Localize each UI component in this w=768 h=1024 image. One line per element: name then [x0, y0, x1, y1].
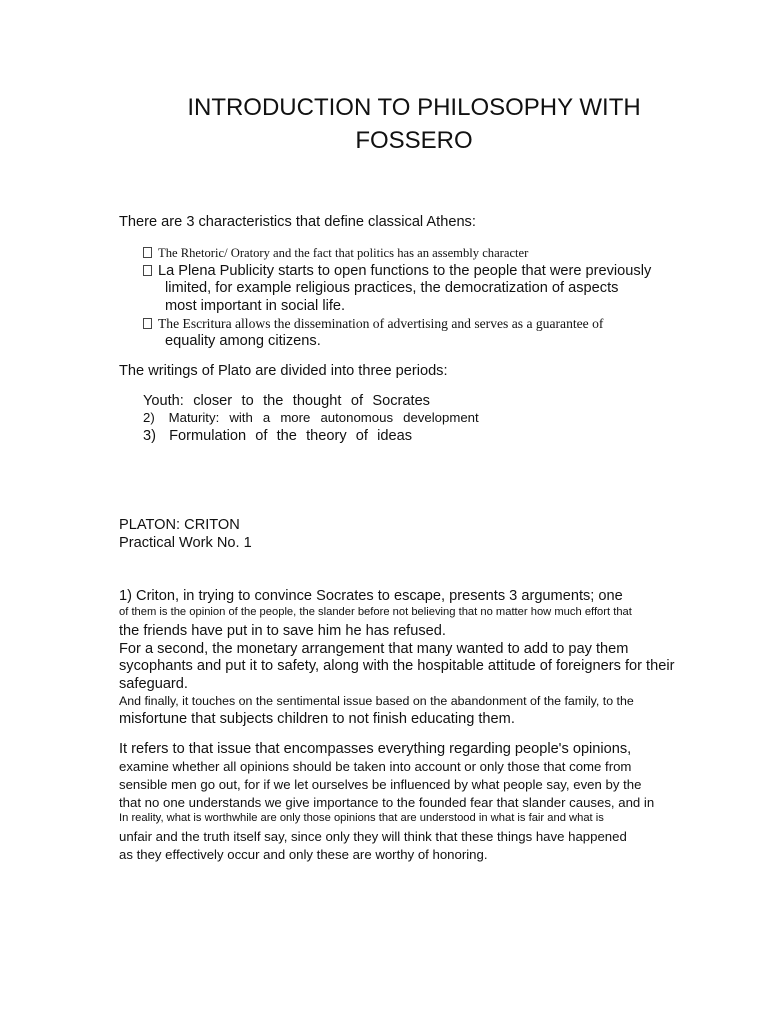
criton-heading: PLATON: CRITON — [119, 517, 240, 533]
answer2-line: that no one understands we give importance to the founded fear that slander causes, and in — [119, 795, 655, 810]
answer1-line: sycophants and put it to safety, along with the hospitable attitude of foreigners for their — [119, 658, 675, 674]
answer1-line: For a second, the monetary arrangement that many wanted to add to pay them — [119, 641, 629, 657]
athens-item-2-cont: most important in social life. — [165, 298, 346, 314]
athens-item-3-cont: equality among citizens. — [165, 333, 321, 349]
answer2-line: unfair and the truth itself say, since only they will think that these things have happened — [119, 829, 627, 844]
answer2-line: as they effectively occur and only these are worthy of honoring. — [119, 847, 488, 862]
bullet-box-icon — [143, 265, 152, 276]
answer2-line: It refers to that issue that encompasses everything regarding people's opinions, — [119, 741, 632, 757]
answer1-line: the friends have put in to save him he has refused. — [119, 623, 446, 639]
bullet-box-icon — [143, 318, 152, 329]
athens-item-2: La Plena Publicity starts to open functions to the people that were previously — [143, 263, 651, 280]
answer2-line: sensible men go out, for if we let ourselves be influenced by what people say, even by the — [119, 777, 642, 792]
athens-intro: There are 3 characteristics that define classical Athens: — [119, 214, 476, 230]
plato-period-3: 3) Formulation of the theory of ideas — [143, 428, 412, 444]
page-title-line-2: FOSSERO — [355, 127, 473, 154]
answer1-line: misfortune that subjects children to not finish educating them. — [119, 711, 515, 727]
answer1-line: safeguard. — [119, 676, 188, 692]
answer1-line: of them is the opinion of the people, the slander before not believing that no matter how much effort that — [119, 606, 632, 618]
plato-period-2: 2) Maturity: with a more autonomous development — [143, 410, 479, 425]
plato-intro: The writings of Plato are divided into three periods: — [119, 363, 448, 379]
answer1-line: And finally, it touches on the sentimental issue based on the abandonment of the family, to the — [119, 694, 634, 708]
bullet-box-icon — [143, 247, 152, 258]
athens-item-1: The Rhetoric/ Oratory and the fact that politics has an assembly character — [143, 246, 528, 260]
plato-period-1: Youth: closer to the thought of Socrates — [143, 393, 430, 409]
answer2-line: In reality, what is worthwhile are only those opinions that are understood in what is fair and what is — [119, 812, 604, 824]
answer1-line: 1) Criton, in trying to convince Socrates to escape, presents 3 arguments; one — [119, 588, 623, 604]
page-title-line-1: INTRODUCTION TO PHILOSOPHY WITH — [187, 94, 641, 121]
athens-item-3: The Escritura allows the dissemination of advertising and serves as a guarantee of — [143, 316, 603, 332]
answer2-line: examine whether all opinions should be taken into account or only those that come from — [119, 759, 632, 774]
criton-subheading: Practical Work No. 1 — [119, 535, 252, 551]
athens-item-2-cont: limited, for example religious practices, the democratization of aspects — [165, 280, 619, 296]
